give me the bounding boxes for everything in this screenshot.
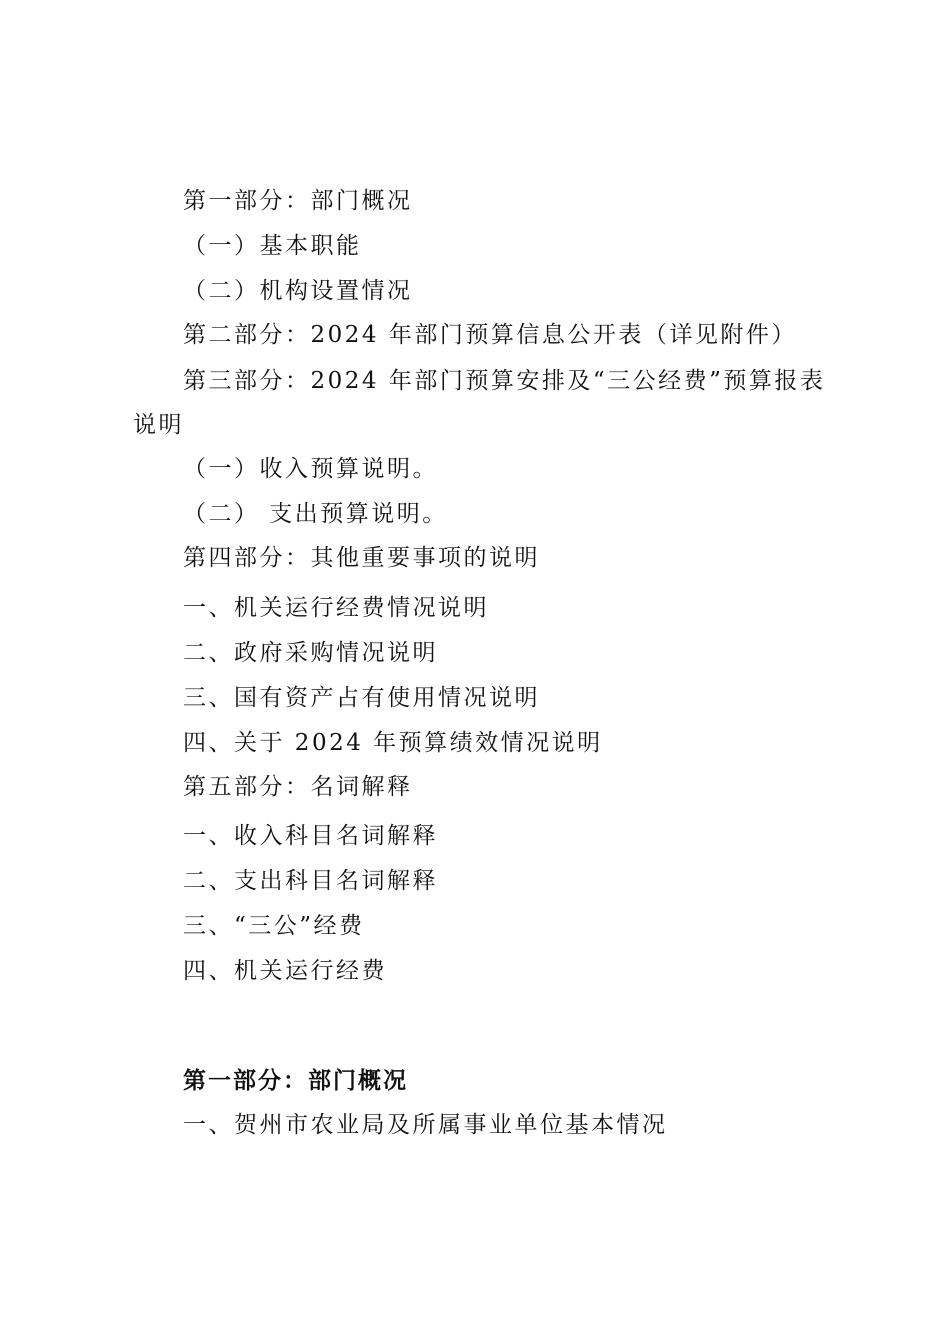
toc-part4-item3: 三、国有资产占有使用情况说明 bbox=[183, 685, 540, 711]
toc-part5-item4: 四、机关运行经费 bbox=[183, 958, 387, 984]
toc-part3-item1: （一）收入预算说明。 bbox=[183, 456, 438, 482]
toc-part5: 第五部分：名词解释 bbox=[183, 774, 413, 800]
toc-part4-item1: 一、机关运行经费情况说明 bbox=[183, 595, 489, 621]
toc-part4-item2: 二、政府采购情况说明 bbox=[183, 640, 438, 666]
section-item1: 一、贺州市农业局及所属事业单位基本情况 bbox=[183, 1112, 668, 1138]
toc-part1-item2: （二）机构设置情况 bbox=[183, 278, 413, 304]
toc-part3-line1: 第三部分：2024 年部门预算安排及“三公经费”预算报表 bbox=[183, 368, 826, 394]
toc-part4-item4: 四、关于 2024 年预算绩效情况说明 bbox=[183, 730, 603, 756]
toc-part1-item1: （一）基本职能 bbox=[183, 233, 362, 259]
toc-part1: 第一部分：部门概况 bbox=[183, 188, 413, 214]
section-heading: 第一部分：部门概况 bbox=[183, 1068, 408, 1094]
toc-part5-item1: 一、收入科目名词解释 bbox=[183, 823, 438, 849]
toc-part4: 第四部分：其他重要事项的说明 bbox=[183, 545, 540, 571]
toc-part5-item3: 三、“三公”经费 bbox=[183, 913, 365, 939]
toc-part3-item2: （二） 支出预算说明。 bbox=[183, 501, 448, 527]
toc-part5-item2: 二、支出科目名词解释 bbox=[183, 868, 438, 894]
toc-part3-line2: 说明 bbox=[133, 412, 184, 438]
toc-part2: 第二部分：2024 年部门预算信息公开表（详见附件） bbox=[183, 322, 797, 348]
